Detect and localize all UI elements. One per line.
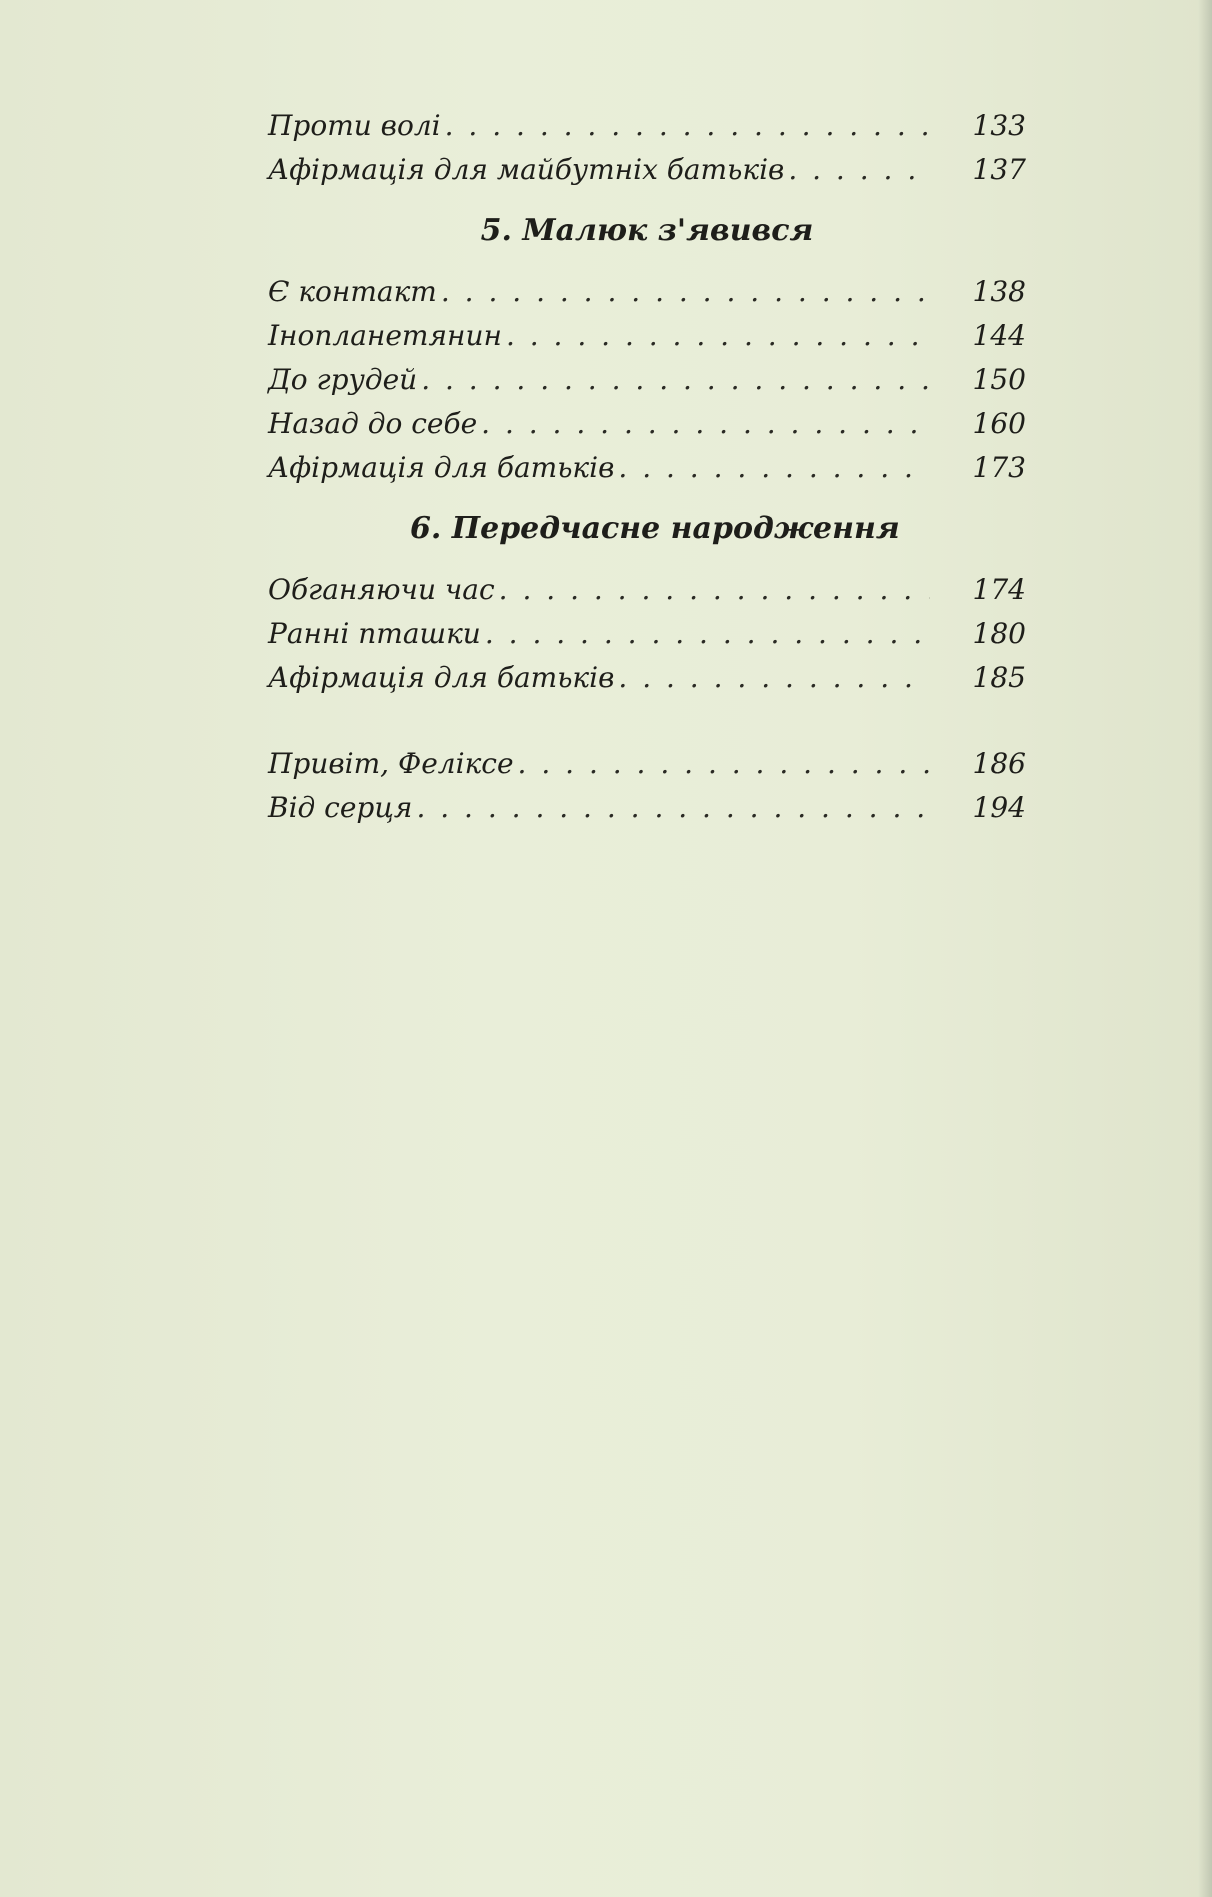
toc-entry-page: 186 — [972, 747, 1026, 780]
toc-entry-title: Ранні пташки — [268, 617, 481, 650]
toc-entry — [268, 786, 1026, 830]
toc-entry — [268, 314, 1026, 358]
chapter-heading: 5. Малюк з'явився — [480, 213, 814, 248]
dot-leader — [441, 270, 930, 314]
toc-entry-title: Назад до себе — [268, 407, 478, 440]
dot-leader — [499, 568, 930, 612]
toc-entry-page: 174 — [972, 573, 1026, 606]
dot-leader — [481, 402, 930, 446]
toc-entry — [268, 656, 1026, 700]
toc-entry-page: 133 — [972, 109, 1026, 142]
dot-leader — [485, 612, 930, 656]
toc-entry-page: 137 — [972, 153, 1026, 186]
toc-entry-page: 185 — [972, 661, 1026, 694]
dot-leader — [618, 446, 930, 490]
toc-entry — [268, 742, 1026, 786]
dot-leader — [506, 314, 930, 358]
toc-entry-page: 150 — [972, 363, 1026, 396]
toc-entry — [268, 358, 1026, 402]
toc-entry-title: Обганяючи час — [268, 573, 495, 606]
section-gap — [268, 700, 1026, 742]
dot-leader — [421, 358, 930, 402]
toc-entry-title: Привіт, Феліксе — [268, 747, 514, 780]
toc-entry-title: Проти волі — [268, 109, 441, 142]
toc-entry-page: 144 — [972, 319, 1026, 352]
toc-entry — [268, 148, 1026, 192]
toc-entry-title: До грудей — [268, 363, 418, 396]
toc-entry — [268, 270, 1026, 314]
toc-entry-title: Інопланетянин — [268, 319, 502, 352]
table-of-contents — [268, 104, 1026, 830]
dot-leader — [518, 742, 930, 786]
toc-entry-title: Є контакт — [268, 275, 437, 308]
toc-entry-page: 138 — [972, 275, 1026, 308]
toc-entry-page: 194 — [972, 791, 1026, 824]
dot-leader — [788, 148, 930, 192]
toc-entry — [268, 612, 1026, 656]
toc-entry — [268, 104, 1026, 148]
toc-entry-title: Афірмація для батьків — [268, 451, 615, 484]
toc-entry-title: Афірмація для майбутніх батьків — [268, 153, 785, 186]
toc-entry-title: Афірмація для батьків — [268, 661, 615, 694]
page-edge-shadow — [1198, 0, 1212, 1897]
dot-leader — [618, 656, 930, 700]
toc-entry-title: Від серця — [268, 791, 413, 824]
dot-leader — [445, 104, 930, 148]
toc-entry — [268, 402, 1026, 446]
toc-entry-page: 173 — [972, 451, 1026, 484]
toc-entry-page: 180 — [972, 617, 1026, 650]
toc-entry — [268, 446, 1026, 490]
toc-entry — [268, 568, 1026, 612]
chapter-heading: 6. Передчасне народження — [410, 511, 900, 546]
toc-entry-page: 160 — [972, 407, 1026, 440]
dot-leader — [416, 786, 930, 830]
